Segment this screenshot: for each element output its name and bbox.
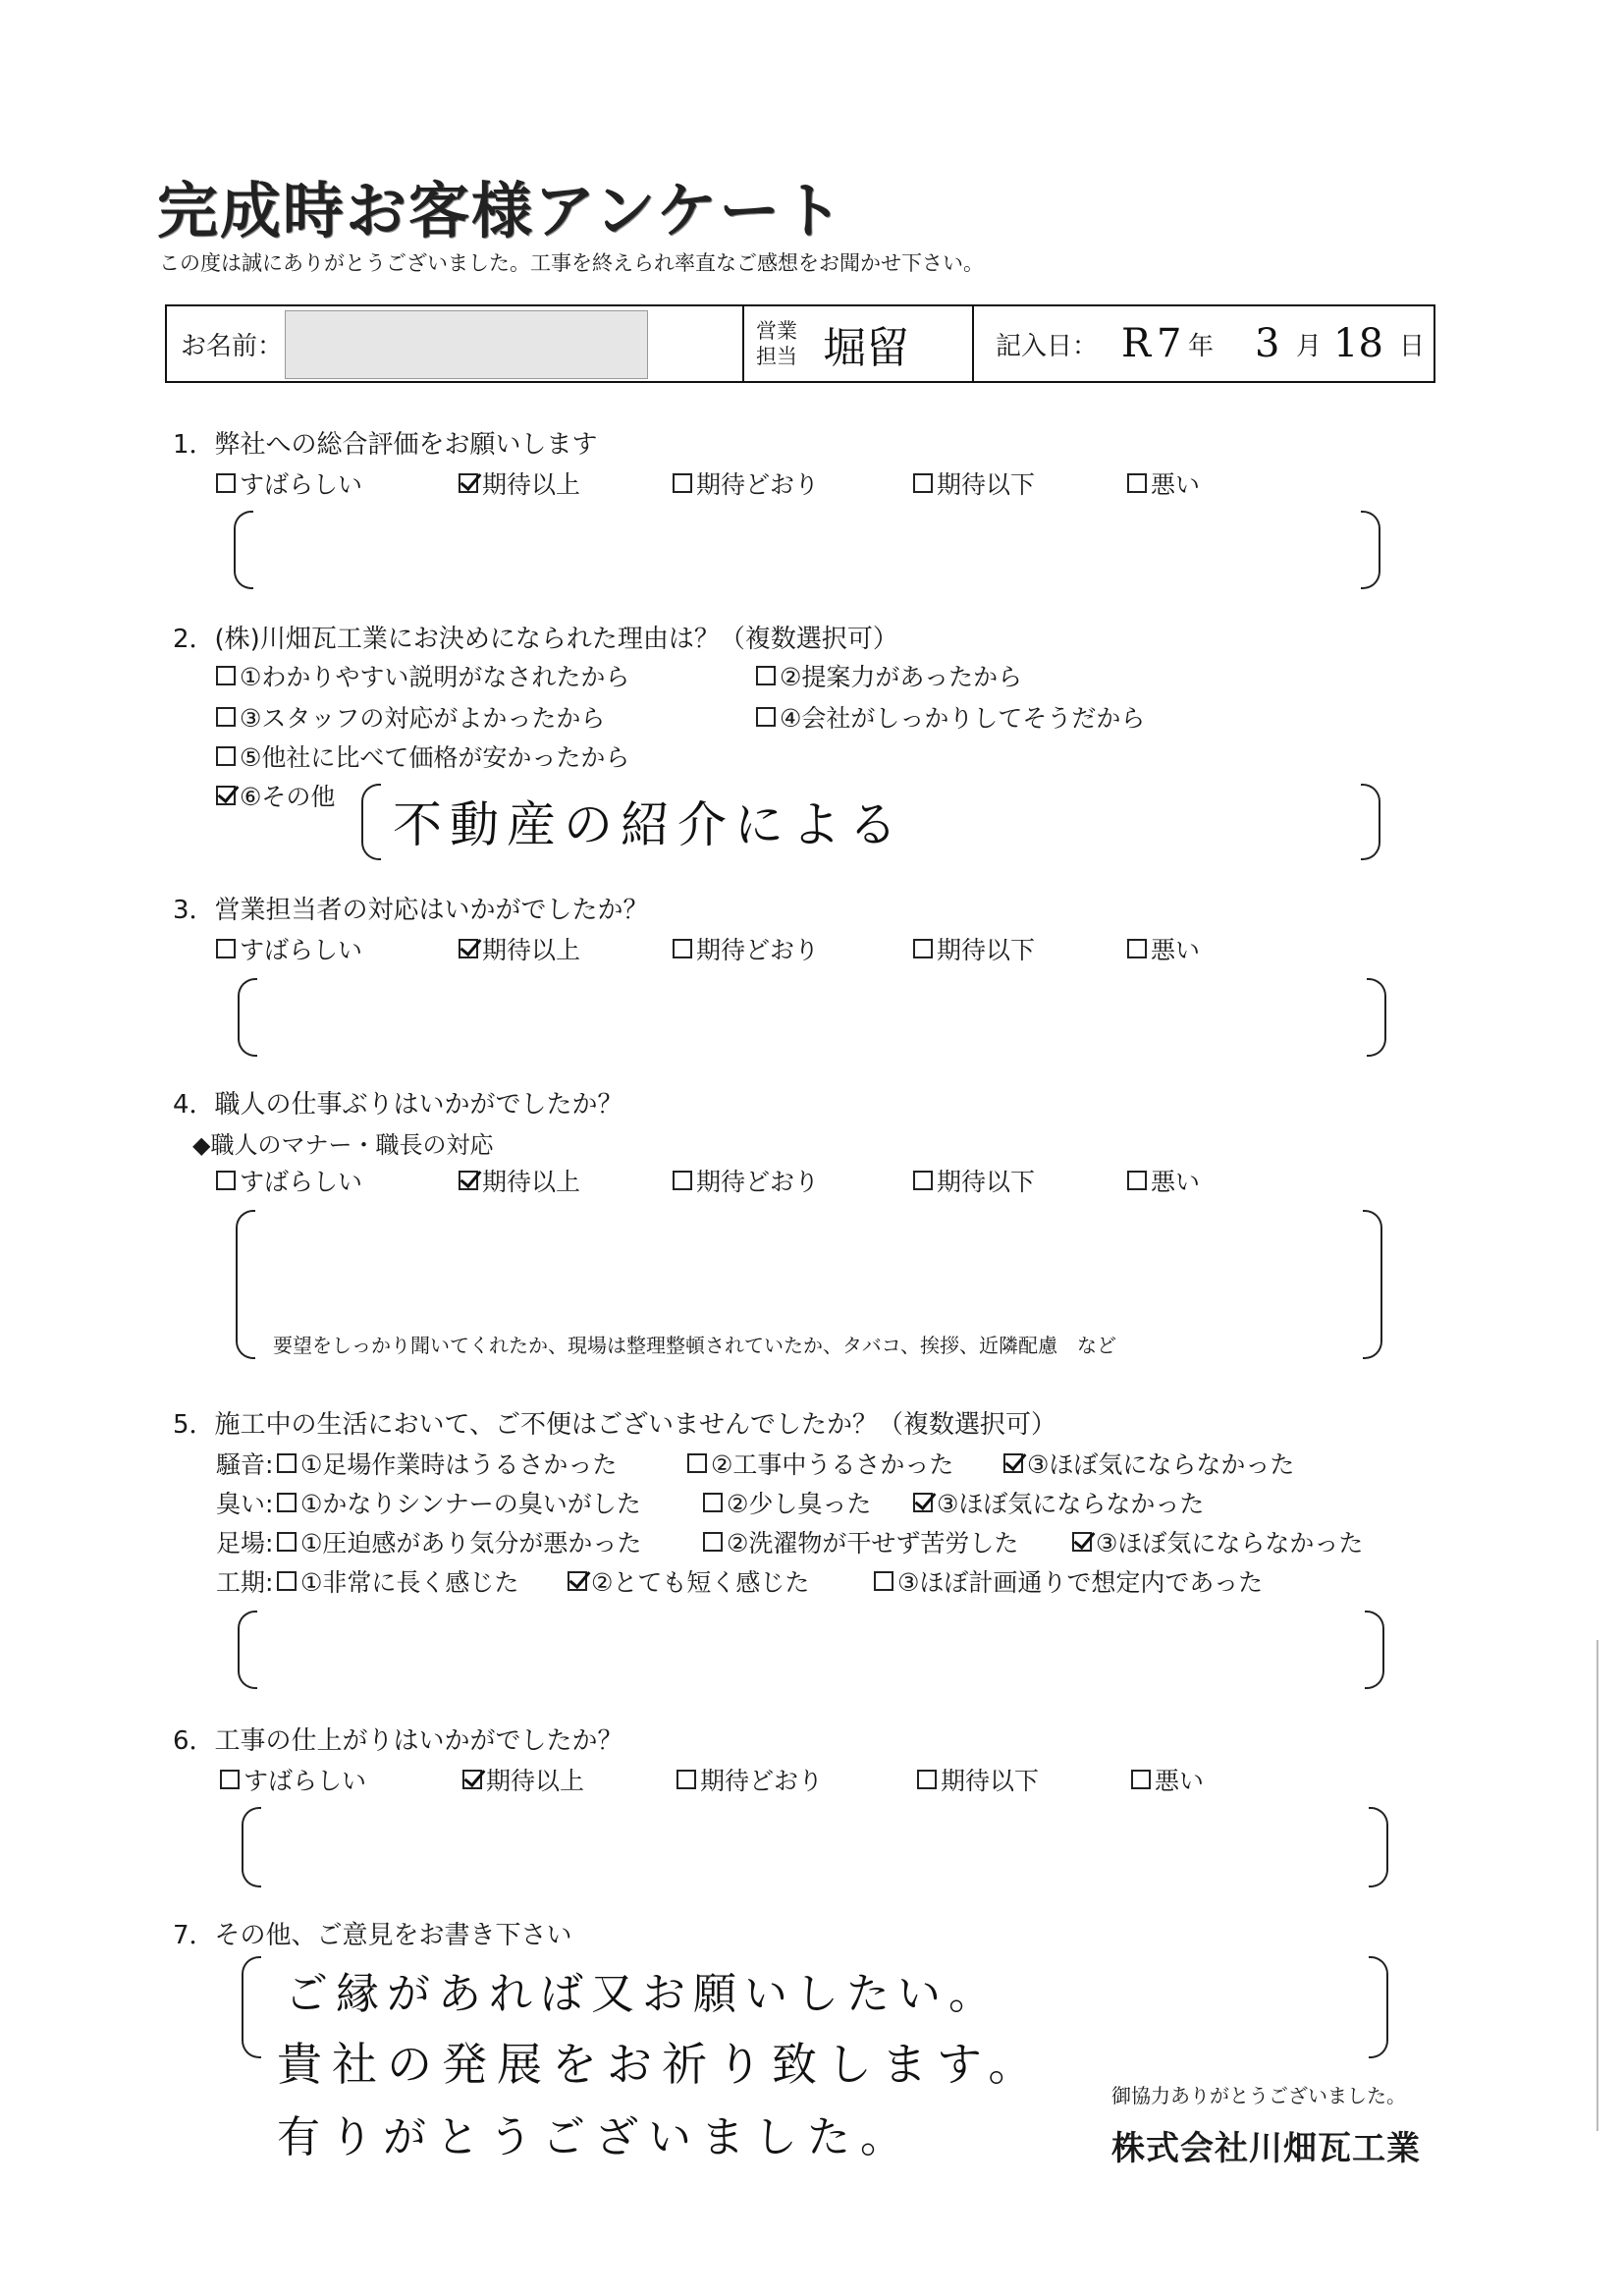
checkbox[interactable] — [673, 473, 692, 493]
checkbox[interactable] — [687, 1453, 707, 1473]
checkbox[interactable] — [756, 707, 776, 727]
q4-hint: 要望をしっかり聞いてくれたか、現場は整理整頓されていたか、タバコ、挨拶、近隣配慮 など — [273, 1334, 1116, 1357]
checkbox[interactable] — [216, 746, 236, 766]
checkbox[interactable] — [216, 666, 236, 685]
year-unit: 年 — [1188, 331, 1215, 361]
q1-title: 1．弊社への総合評価をお願いします — [173, 430, 598, 460]
q3-title: 3．営業担当者の対応はいかがでしたか？ — [173, 896, 649, 925]
q5-row-label: 工期: — [216, 1568, 274, 1597]
q2-option-5[interactable]: ⑤他社に比べて価格が安かったから — [216, 738, 629, 774]
sales-label: 営業 担当 — [756, 319, 797, 368]
checkbox-checked[interactable] — [216, 786, 236, 805]
q2-other-right — [1361, 784, 1380, 860]
checkbox-checked[interactable] — [459, 939, 478, 958]
q4-option[interactable]: 悪い — [1127, 1163, 1200, 1198]
checkbox[interactable] — [277, 1571, 297, 1591]
q4-option[interactable]: すばらしい — [216, 1163, 459, 1198]
q6-comment-right — [1369, 1807, 1388, 1887]
checkbox[interactable] — [913, 939, 933, 958]
checkbox[interactable] — [703, 1532, 723, 1552]
q1-option[interactable]: 期待どおり — [673, 465, 913, 501]
q3-option[interactable]: 期待以下 — [913, 931, 1127, 966]
q5-option[interactable]: ②洗濯物が干せず苦労した — [703, 1524, 1072, 1559]
q3-options — [216, 931, 1200, 966]
checkbox[interactable] — [220, 1770, 240, 1789]
q3-option[interactable]: 悪い — [1127, 931, 1200, 966]
checkbox[interactable] — [216, 473, 236, 493]
checkbox[interactable] — [673, 939, 692, 958]
q5-row-scaffold — [216, 1524, 1363, 1559]
q5-option[interactable]: ①かなりシンナーの臭いがした — [277, 1485, 703, 1520]
q5-row-label: 臭い: — [216, 1490, 274, 1518]
q2-other-answer: 不動産の紹介による — [393, 796, 905, 853]
q1-comment-left — [234, 511, 253, 589]
checkbox-checked[interactable] — [568, 1571, 587, 1591]
checkbox-checked[interactable] — [913, 1493, 933, 1512]
q5-row-label: 足場: — [216, 1529, 274, 1558]
q5-row-period — [216, 1563, 1263, 1599]
checkbox[interactable] — [216, 1171, 236, 1190]
checkbox-checked[interactable] — [459, 473, 478, 493]
q7-answer-line2: 貴社の発展をお祈り致します。 — [277, 2038, 1044, 2091]
q5-option[interactable]: ③ほぼ計画通りで想定内であった — [874, 1563, 1263, 1599]
q2-other-left — [361, 784, 381, 860]
name-field[interactable] — [285, 310, 648, 379]
q5-option[interactable]: ③ほぼ気にならなかった — [1072, 1524, 1363, 1559]
page-subtitle: この度は誠にありがとうございました。工事を終えられ率直なご感想をお聞かせ下さい。 — [159, 251, 984, 275]
q4-comment-left — [236, 1210, 255, 1359]
q5-row-smell — [216, 1485, 1204, 1520]
q7-comment-right — [1369, 1956, 1388, 2058]
q4-comment-right — [1363, 1210, 1382, 1359]
checkbox[interactable] — [1127, 1171, 1147, 1190]
month-unit: 月 — [1296, 331, 1323, 361]
q2-row2 — [216, 699, 1145, 735]
date-era: R — [1121, 321, 1152, 366]
header-box — [165, 304, 1435, 383]
q1-option[interactable]: すばらしい — [216, 465, 459, 501]
q5-option[interactable]: ①非常に長く感じた — [277, 1563, 568, 1599]
checkbox-checked[interactable] — [459, 1171, 478, 1190]
q7-answer-line3: 有りがとうございました。 — [277, 2112, 913, 2162]
q4-option[interactable]: 期待以下 — [913, 1163, 1127, 1198]
q2-option-3[interactable]: ③スタッフの対応がよかったから — [216, 699, 756, 735]
page-title: 完成時お客様アンケート — [157, 175, 845, 246]
q1-options — [216, 465, 1200, 501]
q5-option[interactable]: ③ほぼ気にならなかった — [1003, 1446, 1294, 1481]
q5-row-label: 騒音: — [216, 1450, 274, 1479]
q2-title: 2．(株)川畑瓦工業にお決めになられた理由は？（複数選択可） — [173, 625, 898, 654]
checkbox[interactable] — [216, 707, 236, 727]
checkbox[interactable] — [913, 1171, 933, 1190]
q4-option[interactable]: 期待以上 — [459, 1163, 673, 1198]
q5-comment-right — [1365, 1611, 1384, 1689]
q3-comment-right — [1367, 978, 1386, 1057]
q7-comment-left — [242, 1956, 261, 2058]
q3-option[interactable]: 期待以上 — [459, 931, 673, 966]
date-month: 3 — [1255, 321, 1280, 366]
q1-option[interactable]: 悪い — [1127, 465, 1200, 501]
day-unit: 日 — [1399, 331, 1426, 361]
checkbox[interactable] — [1127, 939, 1147, 958]
checkbox[interactable] — [673, 1171, 692, 1190]
date-label: 記入日： — [996, 331, 1099, 361]
checkbox[interactable] — [277, 1453, 297, 1473]
checkbox-checked[interactable] — [1003, 1453, 1023, 1473]
q6-title: 6．工事の仕上がりはいかがでしたか？ — [173, 1726, 623, 1756]
q2-option-2[interactable]: ②提案力があったから — [756, 658, 1022, 693]
q5-row-noise — [216, 1446, 1294, 1481]
date-day: 18 — [1333, 321, 1383, 366]
checkbox[interactable] — [216, 939, 236, 958]
checkbox[interactable] — [277, 1493, 297, 1512]
q7-answer-line1: ご縁があれば又お願いしたい。 — [285, 1969, 1000, 2019]
q3-comment-left — [238, 978, 257, 1057]
q6-option[interactable]: 期待以上 — [462, 1762, 676, 1797]
checkbox-checked[interactable] — [462, 1770, 482, 1789]
date-year: 7 — [1157, 321, 1182, 366]
q4-title: 4．職人の仕事ぶりはいかがでしたか？ — [173, 1090, 623, 1120]
checkbox[interactable] — [756, 666, 776, 685]
q5-title: 5．施工中の生活において、ご不便はございませんでしたか？（複数選択可） — [173, 1410, 1057, 1440]
q2-option-6[interactable]: ⑥その他 — [216, 778, 335, 813]
q2-option-1[interactable]: ①わかりやすい説明がなされたから — [216, 658, 756, 693]
q2-row4 — [216, 778, 335, 813]
q6-option[interactable]: すばらしい — [220, 1762, 462, 1797]
footer-company: 株式会社川畑瓦工業 — [1111, 2129, 1421, 2168]
q4-option[interactable]: 期待どおり — [673, 1163, 913, 1198]
q5-comment-left — [238, 1611, 257, 1689]
checkbox[interactable] — [917, 1770, 937, 1789]
q1-option[interactable]: 期待以上 — [459, 465, 673, 501]
checkbox[interactable] — [913, 473, 933, 493]
q4-options — [216, 1163, 1200, 1198]
q5-option[interactable]: ①圧迫感があり気分が悪かった — [277, 1524, 703, 1559]
q5-option[interactable]: ①足場作業時はうるさかった — [277, 1446, 687, 1481]
q7-title: 7．その他、ご意見をお書き下さい — [173, 1921, 572, 1950]
q6-comment-left — [242, 1807, 261, 1887]
q2-option-4[interactable]: ④会社がしっかりしてそうだから — [756, 699, 1145, 735]
q6-option[interactable]: 期待どおり — [676, 1762, 917, 1797]
sales-name: 堀留 — [823, 323, 909, 373]
checkbox-checked[interactable] — [1072, 1532, 1092, 1552]
q5-option[interactable]: ③ほぼ気にならなかった — [913, 1485, 1204, 1520]
q5-option[interactable]: ②少し臭った — [703, 1485, 913, 1520]
checkbox[interactable] — [703, 1493, 723, 1512]
checkbox[interactable] — [676, 1770, 696, 1789]
footer-thanks: 御協力ありがとうございました。 — [1111, 2084, 1406, 2107]
q6-options — [220, 1762, 1204, 1797]
q4-subtitle: ◆職人のマナー・職長の対応 — [192, 1131, 494, 1159]
checkbox[interactable] — [874, 1571, 893, 1591]
q2-row3 — [216, 738, 629, 774]
checkbox[interactable] — [277, 1532, 297, 1552]
q6-option[interactable]: 期待以下 — [917, 1762, 1131, 1797]
q6-option[interactable]: 悪い — [1131, 1762, 1204, 1797]
checkbox[interactable] — [1127, 473, 1147, 493]
q1-comment-right — [1361, 511, 1380, 589]
q2-row1 — [216, 658, 1022, 693]
q5-option[interactable]: ②工事中うるさかった — [687, 1446, 1003, 1481]
checkbox[interactable] — [1131, 1770, 1151, 1789]
q3-option[interactable]: すばらしい — [216, 931, 459, 966]
scan-edge-line — [1596, 1640, 1598, 2131]
q3-option[interactable]: 期待どおり — [673, 931, 913, 966]
q1-option[interactable]: 期待以下 — [913, 465, 1127, 501]
q5-option[interactable]: ②とても短く感じた — [568, 1563, 874, 1599]
name-label: お名前： — [181, 331, 284, 361]
